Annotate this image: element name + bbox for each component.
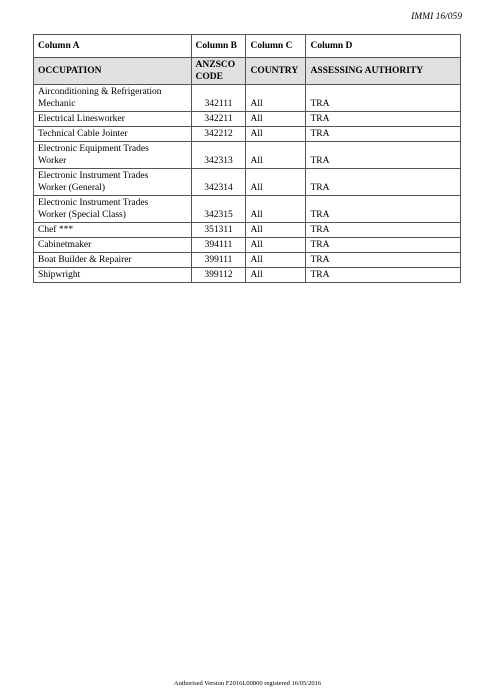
occupation-line: Worker (General) — [38, 183, 106, 193]
anzsco-code-cell: 399111 — [191, 253, 246, 268]
table-row — [34, 127, 461, 142]
table-row — [34, 268, 461, 283]
occupation-line: Electrical Linesworker — [38, 114, 125, 124]
anzsco-code-cell: 342212 — [191, 127, 246, 142]
column-b-label: Column B — [191, 35, 246, 58]
occupation-line: Mechanic — [38, 99, 76, 109]
occupation-cell — [34, 268, 192, 283]
country-cell: All — [246, 223, 306, 238]
country-header: COUNTRY — [246, 58, 306, 85]
table-row — [34, 196, 461, 223]
table-row — [34, 142, 461, 169]
occupation-line: Shipwright — [38, 270, 81, 280]
authority-cell: TRA — [306, 268, 461, 283]
authority-cell: TRA — [306, 112, 461, 127]
table-row — [34, 85, 461, 112]
anzsco-code-cell: 342111 — [191, 85, 246, 112]
occupation-header: OCCUPATION — [34, 58, 192, 85]
occupation-line: Electronic Instrument Trades — [38, 198, 149, 208]
country-cell: All — [246, 169, 306, 196]
column-letter-row — [34, 35, 461, 58]
table-row — [34, 169, 461, 196]
anzsco-code-cell: 342211 — [191, 112, 246, 127]
anzsco-code-header: ANZSCO CODE — [191, 58, 246, 85]
occupation-line: Technical Cable Jointer — [38, 129, 128, 139]
column-d-label: Column D — [306, 35, 461, 58]
authority-cell: TRA — [306, 196, 461, 223]
country-cell: All — [246, 127, 306, 142]
anzsco-code-cell: 399112 — [191, 268, 246, 283]
anzsco-code-cell: 342315 — [191, 196, 246, 223]
footer-registration: Authorised Version F2016L00800 registered 16/05/2016 — [173, 680, 322, 687]
occupation-cell — [34, 223, 192, 238]
country-cell: All — [246, 253, 306, 268]
document-reference: IMMI 16/059 — [411, 12, 462, 22]
occupation-cell — [34, 127, 192, 142]
occupation-line: Chef *** — [38, 225, 74, 235]
occupation-cell — [34, 169, 192, 196]
country-cell: All — [246, 112, 306, 127]
country-cell: All — [246, 196, 306, 223]
occupation-table — [33, 34, 461, 283]
occupation-cell — [34, 253, 192, 268]
table-row — [34, 238, 461, 253]
header-row — [34, 58, 461, 85]
anzsco-code-cell: 342314 — [191, 169, 246, 196]
authority-cell: TRA — [306, 85, 461, 112]
authority-cell: TRA — [306, 253, 461, 268]
anzsco-code-cell: 342313 — [191, 142, 246, 169]
table-row — [34, 112, 461, 127]
table-row — [34, 253, 461, 268]
occupation-line: Worker — [38, 156, 67, 166]
column-a-label: Column A — [34, 35, 192, 58]
table-row — [34, 223, 461, 238]
occupation-line: Electronic Instrument Trades — [38, 171, 149, 181]
occupation-cell — [34, 142, 192, 169]
authority-cell: TRA — [306, 223, 461, 238]
table-body — [34, 85, 461, 283]
country-cell: All — [246, 238, 306, 253]
authority-cell: TRA — [306, 142, 461, 169]
country-cell: All — [246, 268, 306, 283]
anzsco-code-cell: 394111 — [191, 238, 246, 253]
authority-cell: TRA — [306, 238, 461, 253]
occupation-line: Worker (Special Class) — [38, 210, 126, 220]
occupation-line: Airconditioning & Refrigeration — [38, 87, 162, 97]
country-cell: All — [246, 85, 306, 112]
occupation-cell — [34, 112, 192, 127]
occupation-cell — [34, 85, 192, 112]
occupation-line: Electronic Equipment Trades — [38, 144, 149, 154]
authority-cell: TRA — [306, 169, 461, 196]
anzsco-code-cell: 351311 — [191, 223, 246, 238]
assessing-authority-header: ASSESSING AUTHORITY — [306, 58, 461, 85]
authority-cell: TRA — [306, 127, 461, 142]
occupation-cell — [34, 196, 192, 223]
column-c-label: Column C — [246, 35, 306, 58]
occupation-line: Cabinetmaker — [38, 240, 92, 250]
occupation-line: Boat Builder & Repairer — [38, 255, 132, 265]
occupation-cell — [34, 238, 192, 253]
country-cell: All — [246, 142, 306, 169]
